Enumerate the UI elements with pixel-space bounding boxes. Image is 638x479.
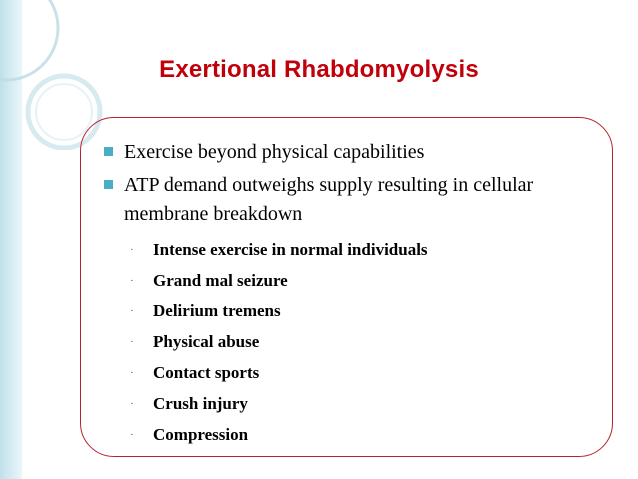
bullet-text: ATP demand outweighs supply resulting in cellular membrane breakdown bbox=[124, 174, 534, 225]
dot-bullet-icon: · bbox=[130, 398, 134, 410]
dot-bullet-icon: · bbox=[130, 367, 134, 379]
dot-bullet-icon: · bbox=[130, 336, 134, 348]
dot-bullet-icon: · bbox=[130, 305, 134, 317]
bullet-text: Exercise beyond physical capabilities bbox=[124, 141, 425, 163]
dot-bullet-icon: · bbox=[130, 275, 134, 287]
slide-title: Exertional Rhabdomyolysis bbox=[159, 56, 479, 83]
sub-bullet-text: Intense exercise in normal individuals bbox=[153, 240, 428, 259]
sub-bullet-text: Compression bbox=[153, 425, 249, 444]
sub-bullet-text: Crush injury bbox=[153, 394, 248, 413]
dot-bullet-icon: · bbox=[130, 244, 134, 256]
square-bullet-icon bbox=[104, 180, 113, 189]
sub-bullet-text: Grand mal seizure bbox=[153, 271, 288, 290]
sub-bullet-text: Physical abuse bbox=[153, 332, 260, 351]
square-bullet-icon bbox=[104, 147, 113, 156]
sub-bullet-text: Contact sports bbox=[153, 363, 260, 382]
dot-bullet-icon: · bbox=[130, 429, 134, 441]
sub-bullet-text: Delirium tremens bbox=[153, 301, 281, 320]
